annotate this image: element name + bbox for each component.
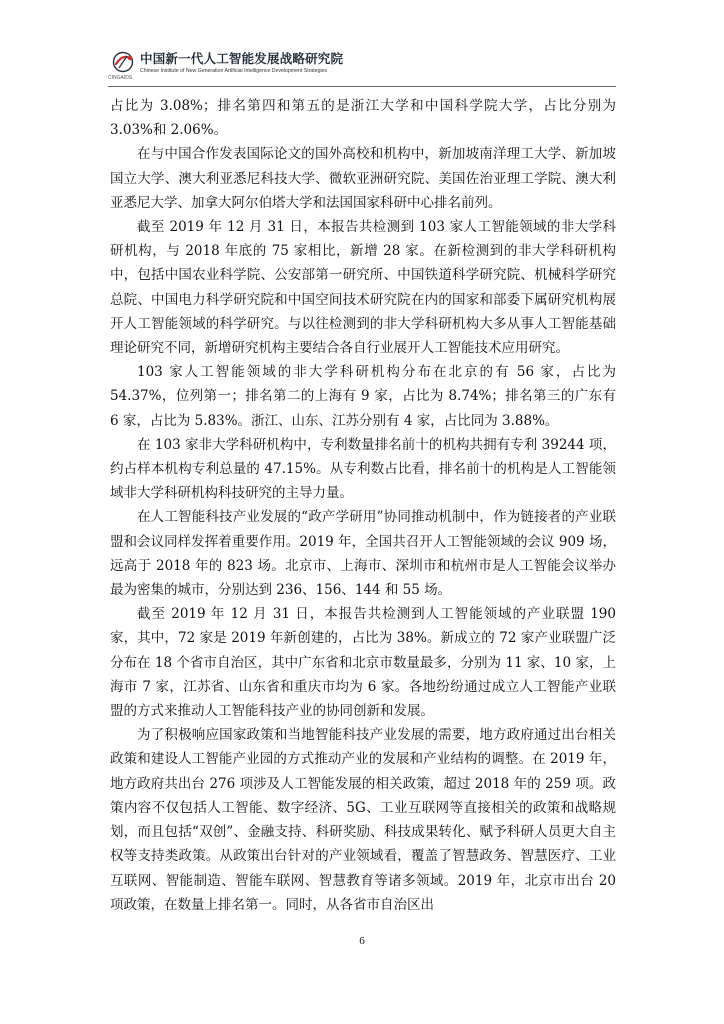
- paragraph: 103 家人工智能领域的非大学科研机构分布在北京的有 56 家，占比为 54.37%，位列第一；排名第二的上海有 9 家，占比为 8.74%；排名第三的广东有 6 家，占比为 5.83%。浙江、山东、江苏分别有 4 家，占比同为 3.88%。: [110, 364, 616, 429]
- paragraph: 在人工智能科技产业发展的“政产学研用”协同推动机制中，作为链接者的产业联盟和会议同样发挥着重要作用。2019 年，全国共召开人工智能领域的会议 909 场，远高于 2018 年的 823 场。北京市、上海市、深圳市和杭州市是人工智能会议举办最为密集的城市，分别达到 236、156、144 和 55 场。: [110, 509, 616, 599]
- header-divider: [108, 86, 616, 87]
- paragraph: 截至 2019 年 12 月 31 日，本报告共检测到 103 家人工智能领域的非大学科研机构，与 2018 年底的 75 家相比，新增 28 家。在新检测到的非大学科研机构中，包括中国农业科学院、公安部第一研究所、中国铁道科学研究院、机械科学研究总院、中国电力科学研究院和中国空间技术研究院在内的国家和部委下属研究机构展开人工智能领域的科学研究。与以往检测到的非大学科研机构大多从事人工智能基础理论研究不同，新增研究机构主要结合各自行业展开人工智能技术应用研究。: [110, 219, 616, 357]
- institute-name-en: Chinese Institute of New Generation Artificial Intelligence Development Strategies: [140, 68, 328, 74]
- institute-name-cn: 中国新一代人工智能发展战略研究院: [140, 51, 344, 66]
- paragraph: 在 103 家非大学科研机构中，专利数量排名前十的机构共拥有专利 39244 项，约占样本机构专利总量的 47.15%。从专利数占比看，排名前十的机构是人工智能领域非大学科研机构科技研究的主导力量。: [110, 436, 616, 502]
- page-number: 6: [359, 935, 365, 947]
- paragraph-continuation: 占比为 3.08%；排名第四和第五的是浙江大学和中国科学院大学，占比分别为 3.03%和 2.06%。: [110, 98, 616, 139]
- paragraph: 在与中国合作发表国际论文的国外高校和机构中，新加坡南洋理工大学、新加坡国立大学、澳大利亚悉尼科技大学、微软亚洲研究院、美国佐治亚理工学院、澳大利亚悉尼大学、加拿大阿尔伯塔大学和法国国家科研中心排名前列。: [110, 146, 616, 211]
- document-body: [110, 94, 616, 917]
- paragraph: 为了积极响应国家政策和当地智能科技产业发展的需要，地方政府通过出台相关政策和建设人工智能产业园的方式推动产业的发展和产业结构的调整。在 2019 年，地方政府共出台 276 项涉及人工智能发展的相关政策，超过 2018 年的 259 项。政策内容不仅包括人工智能、数字经济、5G、工业互联网等直接相关的政策和战略规划，而且包括“双创”、金融支持、科研奖励、科技成果转化、赋予科研人员更大自主权等支持类政策。从政策出台针对的产业领域看，覆盖了智慧政务、智慧医疗、工业互联网、智能制造、智能车联网、智慧教育等诸多领域。2019 年，北京市出台 20 项政策，在数量上排名第一。同时，从各省市自治区出: [110, 727, 616, 913]
- institute-abbreviation: CINGAIDS: [108, 75, 133, 81]
- page-header: [108, 44, 628, 84]
- paragraph: 截至 2019 年 12 月 31 日，本报告共检测到人工智能领域的产业联盟 190 家，其中，72 家是 2019 年新创建的，占比为 38%。新成立的 72 家产业联盟广泛分布在 18 个省市自治区，其中广东省和北京市数量最多，分别为 11 家、10 家，上海市 7 家，江苏省、山东省和重庆市均为 6 家。各地纷纷通过成立人工智能产业联盟的方式来推动人工智能科技产业的协同创新和发展。: [110, 606, 616, 720]
- institute-logo-icon: [110, 50, 136, 74]
